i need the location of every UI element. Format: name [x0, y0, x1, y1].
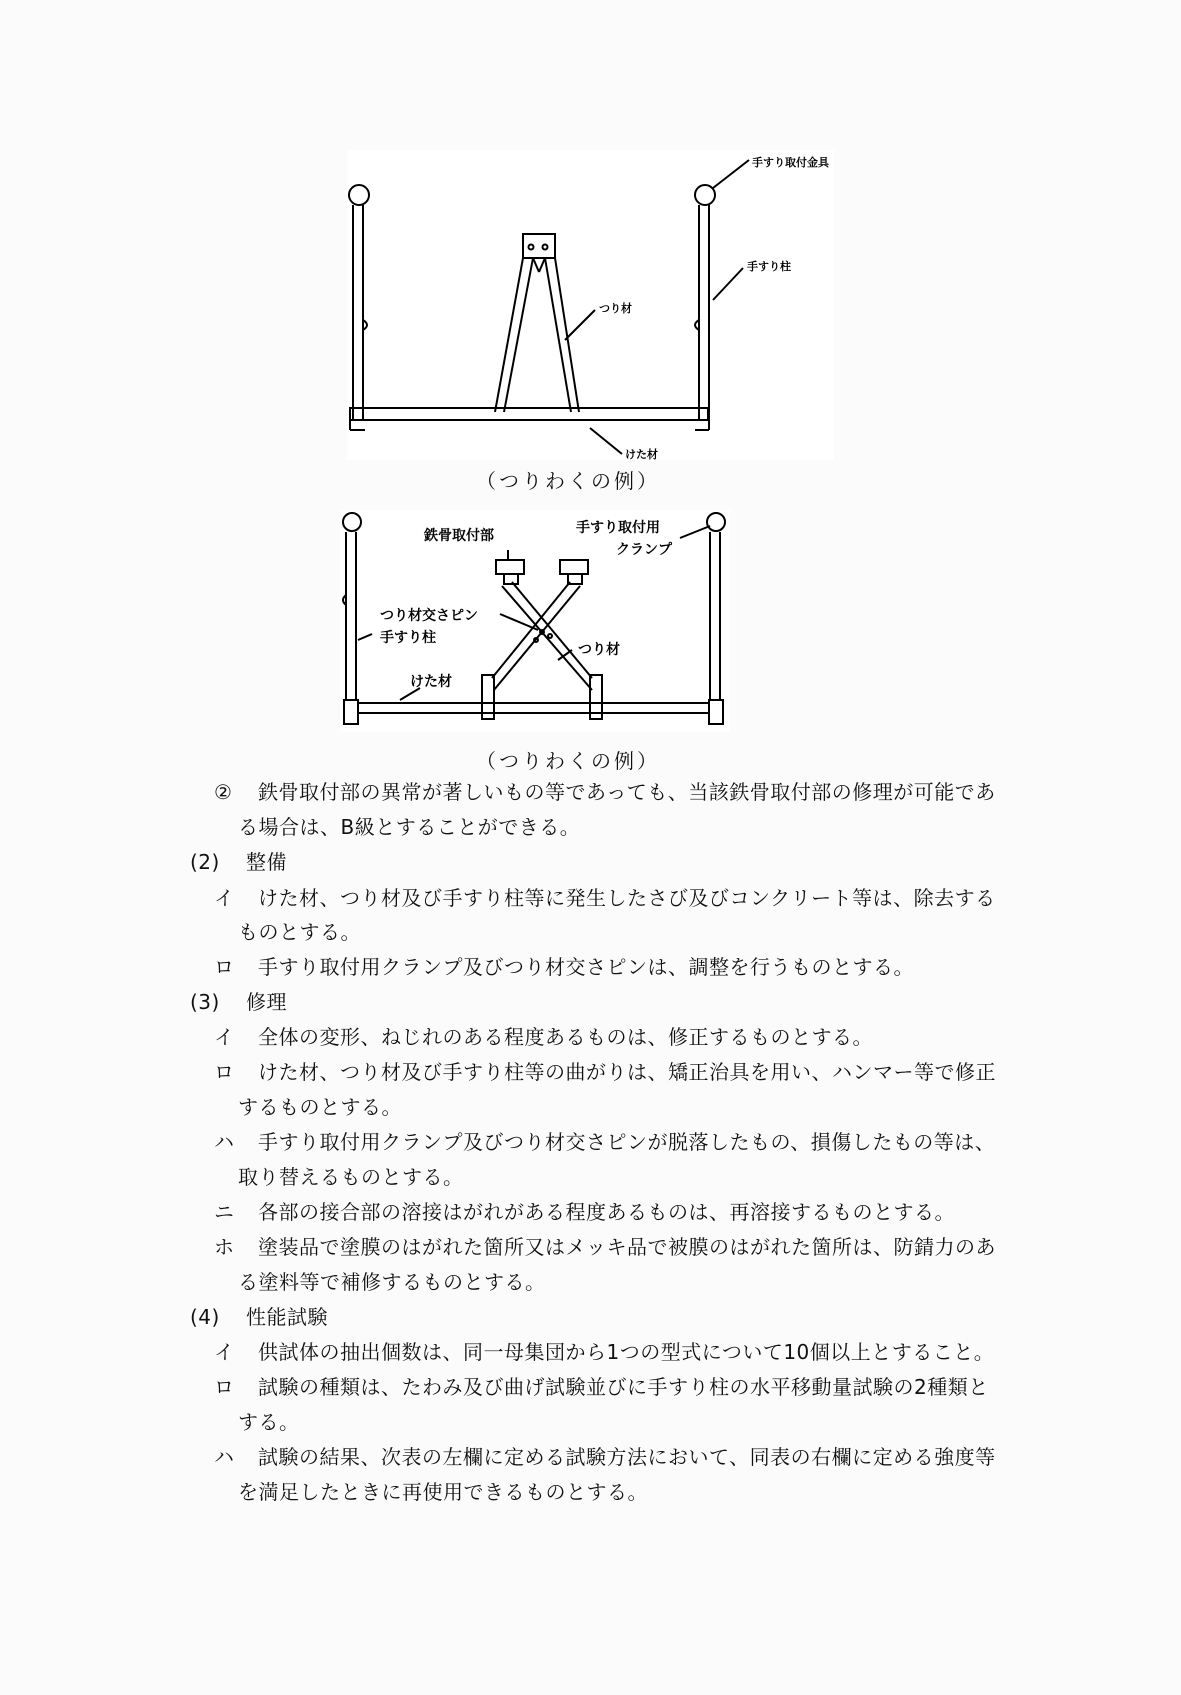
section-2-item-ro-line1	[214, 955, 914, 979]
section-4-heading	[190, 1305, 328, 1329]
section-3-heading	[190, 990, 287, 1014]
item-marker: ハ	[214, 1130, 235, 1154]
section-4-item-ro-line1	[214, 1375, 989, 1399]
label-handrail-post: 手すり柱	[747, 260, 791, 273]
item-text: 手すり取付用クランプ及びつり材交さピンは、調整を行うものとする。	[258, 955, 914, 979]
item-marker: イ	[214, 1340, 235, 1364]
item-text: 試験の種類は、たわみ及び曲げ試験並びに手すり柱の水平移動量試験の2種類と	[258, 1375, 989, 1399]
item-marker: ②	[214, 780, 233, 804]
right-handrail-fitting	[695, 185, 715, 205]
item-marker: イ	[214, 1025, 235, 1049]
item-marker: イ	[214, 886, 235, 910]
item-marker: ロ	[214, 955, 235, 979]
label-steel-attachment: 鉄骨取付部	[424, 528, 494, 544]
section-3-item-ni-line1	[214, 1200, 955, 1224]
section-4-item-ha-line2: を満足したときに再使用できるものとする。	[238, 1480, 648, 1504]
figure-2-hanging-frame-diagram	[340, 510, 730, 732]
item-marker: ロ	[214, 1375, 235, 1399]
section-4-item-ha-line1	[214, 1445, 996, 1469]
label-handrail-post: 手すり柱	[380, 630, 436, 646]
section-4-item-i-line1	[214, 1340, 994, 1364]
label-handrail-fitting: 手すり取付金具	[752, 156, 829, 169]
section-2-heading	[190, 850, 287, 874]
label-hanging-member: つり材	[599, 302, 632, 315]
label-handrail-clamp-line1: 手すり取付用	[576, 520, 660, 536]
item-text: 塗装品で塗膜のはがれた箇所又はメッキ品で被膜のはがれた箇所は、防錆力のあ	[258, 1235, 996, 1259]
section-2-item-i-line2: ものとする。	[238, 920, 361, 944]
section-3-item-ho-line2: る塗料等で補修するものとする。	[238, 1270, 546, 1294]
section-marker: (4)	[190, 1305, 220, 1329]
figure-2-caption: （つりわくの例）	[476, 749, 660, 773]
item-text: 全体の変形、ねじれのある程度あるものは、修正するものとする。	[258, 1025, 873, 1049]
section-marker: (3)	[190, 990, 220, 1014]
item-text: 試験の結果、次表の左欄に定める試験方法において、同表の右欄に定める強度等	[258, 1445, 996, 1469]
label-cross-pin: つり材交さピン	[380, 608, 478, 624]
label-girder-member: けた材	[625, 448, 658, 460]
label-hanging-member: つり材	[578, 642, 620, 658]
hanging-frame-drawing-1	[347, 150, 834, 460]
item-marker: ロ	[214, 1060, 235, 1084]
section-marker: (2)	[190, 850, 220, 874]
section-title: 性能試験	[246, 1305, 328, 1329]
section-3-item-i-line1	[214, 1025, 873, 1049]
item-2-circle-line2: る場合は、B級とすることができる。	[238, 815, 581, 839]
left-handrail-fitting	[349, 185, 369, 205]
item-marker: ホ	[214, 1235, 235, 1259]
section-3-item-ha-line2: 取り替えるものとする。	[238, 1165, 464, 1189]
section-title: 整備	[246, 850, 287, 874]
item-text: けた材、つり材及び手すり柱等に発生したさび及びコンクリート等は、除去する	[258, 886, 996, 910]
figure-1-caption: （つりわくの例）	[476, 469, 660, 493]
section-title: 修理	[246, 990, 287, 1014]
item-text: 手すり取付用クランプ及びつり材交さピンが脱落したもの、損傷したもの等は、	[258, 1130, 996, 1154]
item-text: 各部の接合部の溶接はがれがある程度あるものは、再溶接するものとする。	[258, 1200, 955, 1224]
figure-1-hanging-frame-diagram	[347, 150, 834, 460]
item-text: けた材、つり材及び手すり柱等の曲がりは、矯正治具を用い、ハンマー等で修正	[258, 1060, 996, 1084]
section-3-item-ho-line1	[214, 1235, 996, 1259]
item-text: 鉄骨取付部の異常が著しいもの等であっても、当該鉄骨取付部の修理が可能であ	[258, 780, 996, 804]
section-4-item-ro-line2: する。	[238, 1410, 300, 1434]
label-handrail-clamp-line2: クランプ	[616, 542, 672, 558]
section-3-item-ro-line1	[214, 1060, 996, 1084]
label-girder-member: けた材	[410, 674, 452, 690]
item-marker: ハ	[214, 1445, 235, 1469]
section-2-item-i-line1	[214, 886, 996, 910]
item-2-circle-line1	[214, 780, 996, 804]
section-3-item-ro-line2: するものとする。	[238, 1095, 402, 1119]
item-marker: ニ	[214, 1200, 235, 1224]
section-3-item-ha-line1	[214, 1130, 995, 1154]
item-text: 供試体の抽出個数は、同一母集団から1つの型式について10個以上とすること。	[258, 1340, 995, 1364]
hanging-frame-drawing-2	[340, 510, 730, 732]
